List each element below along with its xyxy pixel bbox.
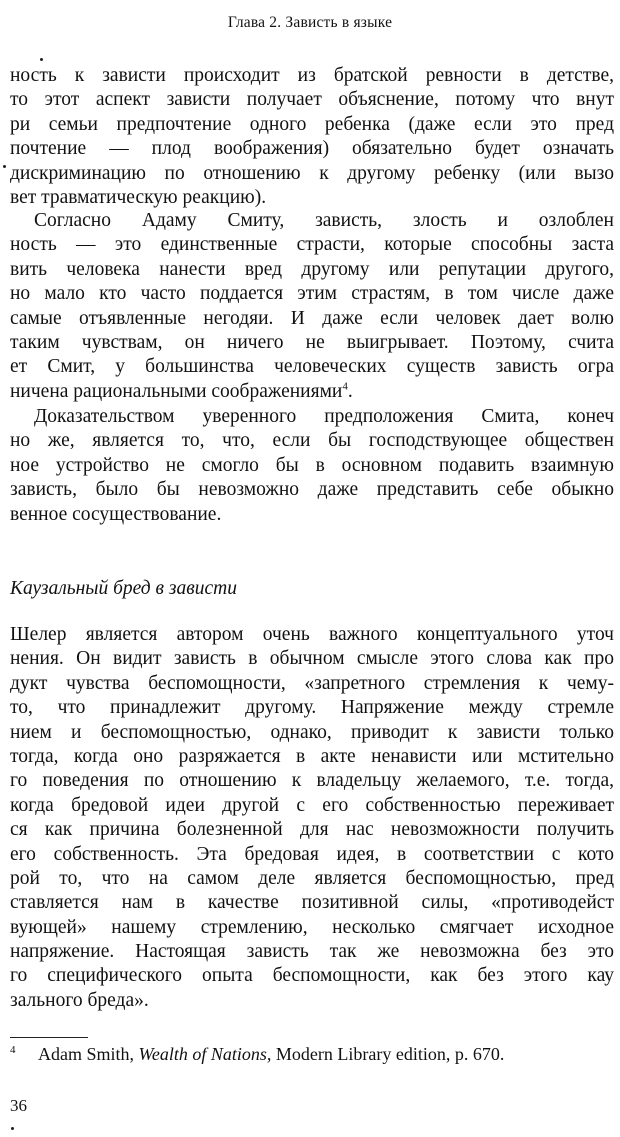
page-number: 36 bbox=[10, 1096, 27, 1115]
text-line: дукт чувства беспомощности, «запретного стремления к чему- bbox=[10, 672, 614, 694]
text-line: ставляется нам в качестве позитивной силы, «противодейст bbox=[10, 892, 614, 914]
text-line: когда бредовой идеи другой с его собственностью переживает bbox=[10, 794, 614, 816]
footnote-number: 4 bbox=[10, 1044, 16, 1056]
footnote-details: Modern Library edition, p. 670. bbox=[275, 1044, 505, 1064]
text-line: таким чувствам, он ничего не выигрывает. Поэтому, счита bbox=[10, 331, 614, 353]
text-line: венное сосуществование. bbox=[10, 503, 222, 525]
text-line: ничена рациональными соображениями$^4$. bbox=[10, 380, 353, 402]
text-line: зависть, было бы невозможно даже представить себе обыкно bbox=[10, 479, 614, 501]
section-paragraph bbox=[10, 623, 614, 1013]
section-heading: Каузальный бред в зависти bbox=[10, 578, 237, 599]
text-line: вить человека нанести вред другому или репутации другого, bbox=[10, 258, 614, 280]
text-line: тогда, когда оно разряжается в акте ненависти или мстительно bbox=[10, 745, 614, 767]
paragraph-2 bbox=[10, 209, 614, 404]
footnote-title: Wealth of Nations, bbox=[138, 1044, 272, 1064]
paragraph-3 bbox=[10, 405, 614, 527]
text-line: ет Смит, у большинства человеческих существ зависть огра bbox=[10, 356, 614, 378]
text-line: нения. Он видит зависть в обычном смысле этого слова как про bbox=[10, 648, 614, 670]
print-speck bbox=[3, 165, 6, 168]
text-line: зального бреда». bbox=[10, 989, 149, 1011]
text-line: ность — это единственные страсти, которые способны заста bbox=[10, 234, 614, 256]
text-line: но же, является то, что, если бы господствующее обществен bbox=[10, 430, 614, 452]
text-line: почтение — плод воображения) обязательно будет означать bbox=[10, 138, 614, 160]
text-line: ное устройство не смогло бы в основном подавить взаимную bbox=[10, 454, 614, 476]
print-speck bbox=[40, 58, 43, 61]
text-line: его собственность. Эта бредовая идея, в соответствии с кото bbox=[10, 843, 614, 865]
text-line: но мало кто часто поддается этим страстям, в том числе даже bbox=[10, 283, 614, 305]
text-line: рой то, что на самом деле является беспомощностью, пред bbox=[10, 867, 614, 889]
text-line: вующей» нашему стремлению, несколько смягчает исходное bbox=[10, 916, 614, 938]
footnote-separator bbox=[10, 1037, 88, 1038]
text-line: Шелер является автором очень важного концептуального уточ bbox=[10, 624, 614, 645]
print-speck bbox=[11, 1127, 14, 1130]
text-line: нием и беспомощностью, однако, приводит к зависти только bbox=[10, 721, 614, 743]
text-line: го специфического опыта беспомощности, как без этого кау bbox=[10, 965, 614, 987]
text-line: напряжение. Настоящая зависть так же невозможна без это bbox=[10, 941, 614, 963]
footnote-reference[interactable]: 4 bbox=[342, 380, 348, 393]
text-line: то этот аспект зависти получает объяснение, потому что внут bbox=[10, 89, 614, 111]
footnote bbox=[10, 1044, 614, 1065]
text-line: вет травматическую реакцию). bbox=[10, 186, 267, 208]
text-line-content: ничена рациональными соображениями bbox=[10, 380, 343, 402]
text-line: дискриминацию по отношению к другому ребенку (или вызо bbox=[10, 162, 614, 184]
text-line: ся как причина болезненной для нас невозможности получить bbox=[10, 819, 614, 841]
text-line: ри семьи предпочтение одного ребенка (даже если это пред bbox=[10, 113, 614, 135]
running-head: Глава 2. Зависть в языке bbox=[227, 14, 393, 31]
footnote-author: Adam Smith, bbox=[38, 1044, 135, 1064]
text-line: самые отъявленные негодяи. И даже если человек дает волю bbox=[10, 307, 614, 329]
text-line: ность к зависти происходит из братской ревности в детстве, bbox=[10, 65, 614, 86]
text-line: то, что принадлежит другому. Напряжение между стремле bbox=[10, 697, 614, 719]
text-line: Доказательством уверенного предположения Смита, конеч bbox=[34, 406, 614, 427]
text-line: го поведения по отношению к владельцу желаемого, т.е. тогда, bbox=[10, 770, 614, 792]
paragraph-1 bbox=[10, 64, 614, 210]
text-line: Согласно Адаму Смиту, зависть, злость и озлоблен bbox=[34, 210, 614, 231]
